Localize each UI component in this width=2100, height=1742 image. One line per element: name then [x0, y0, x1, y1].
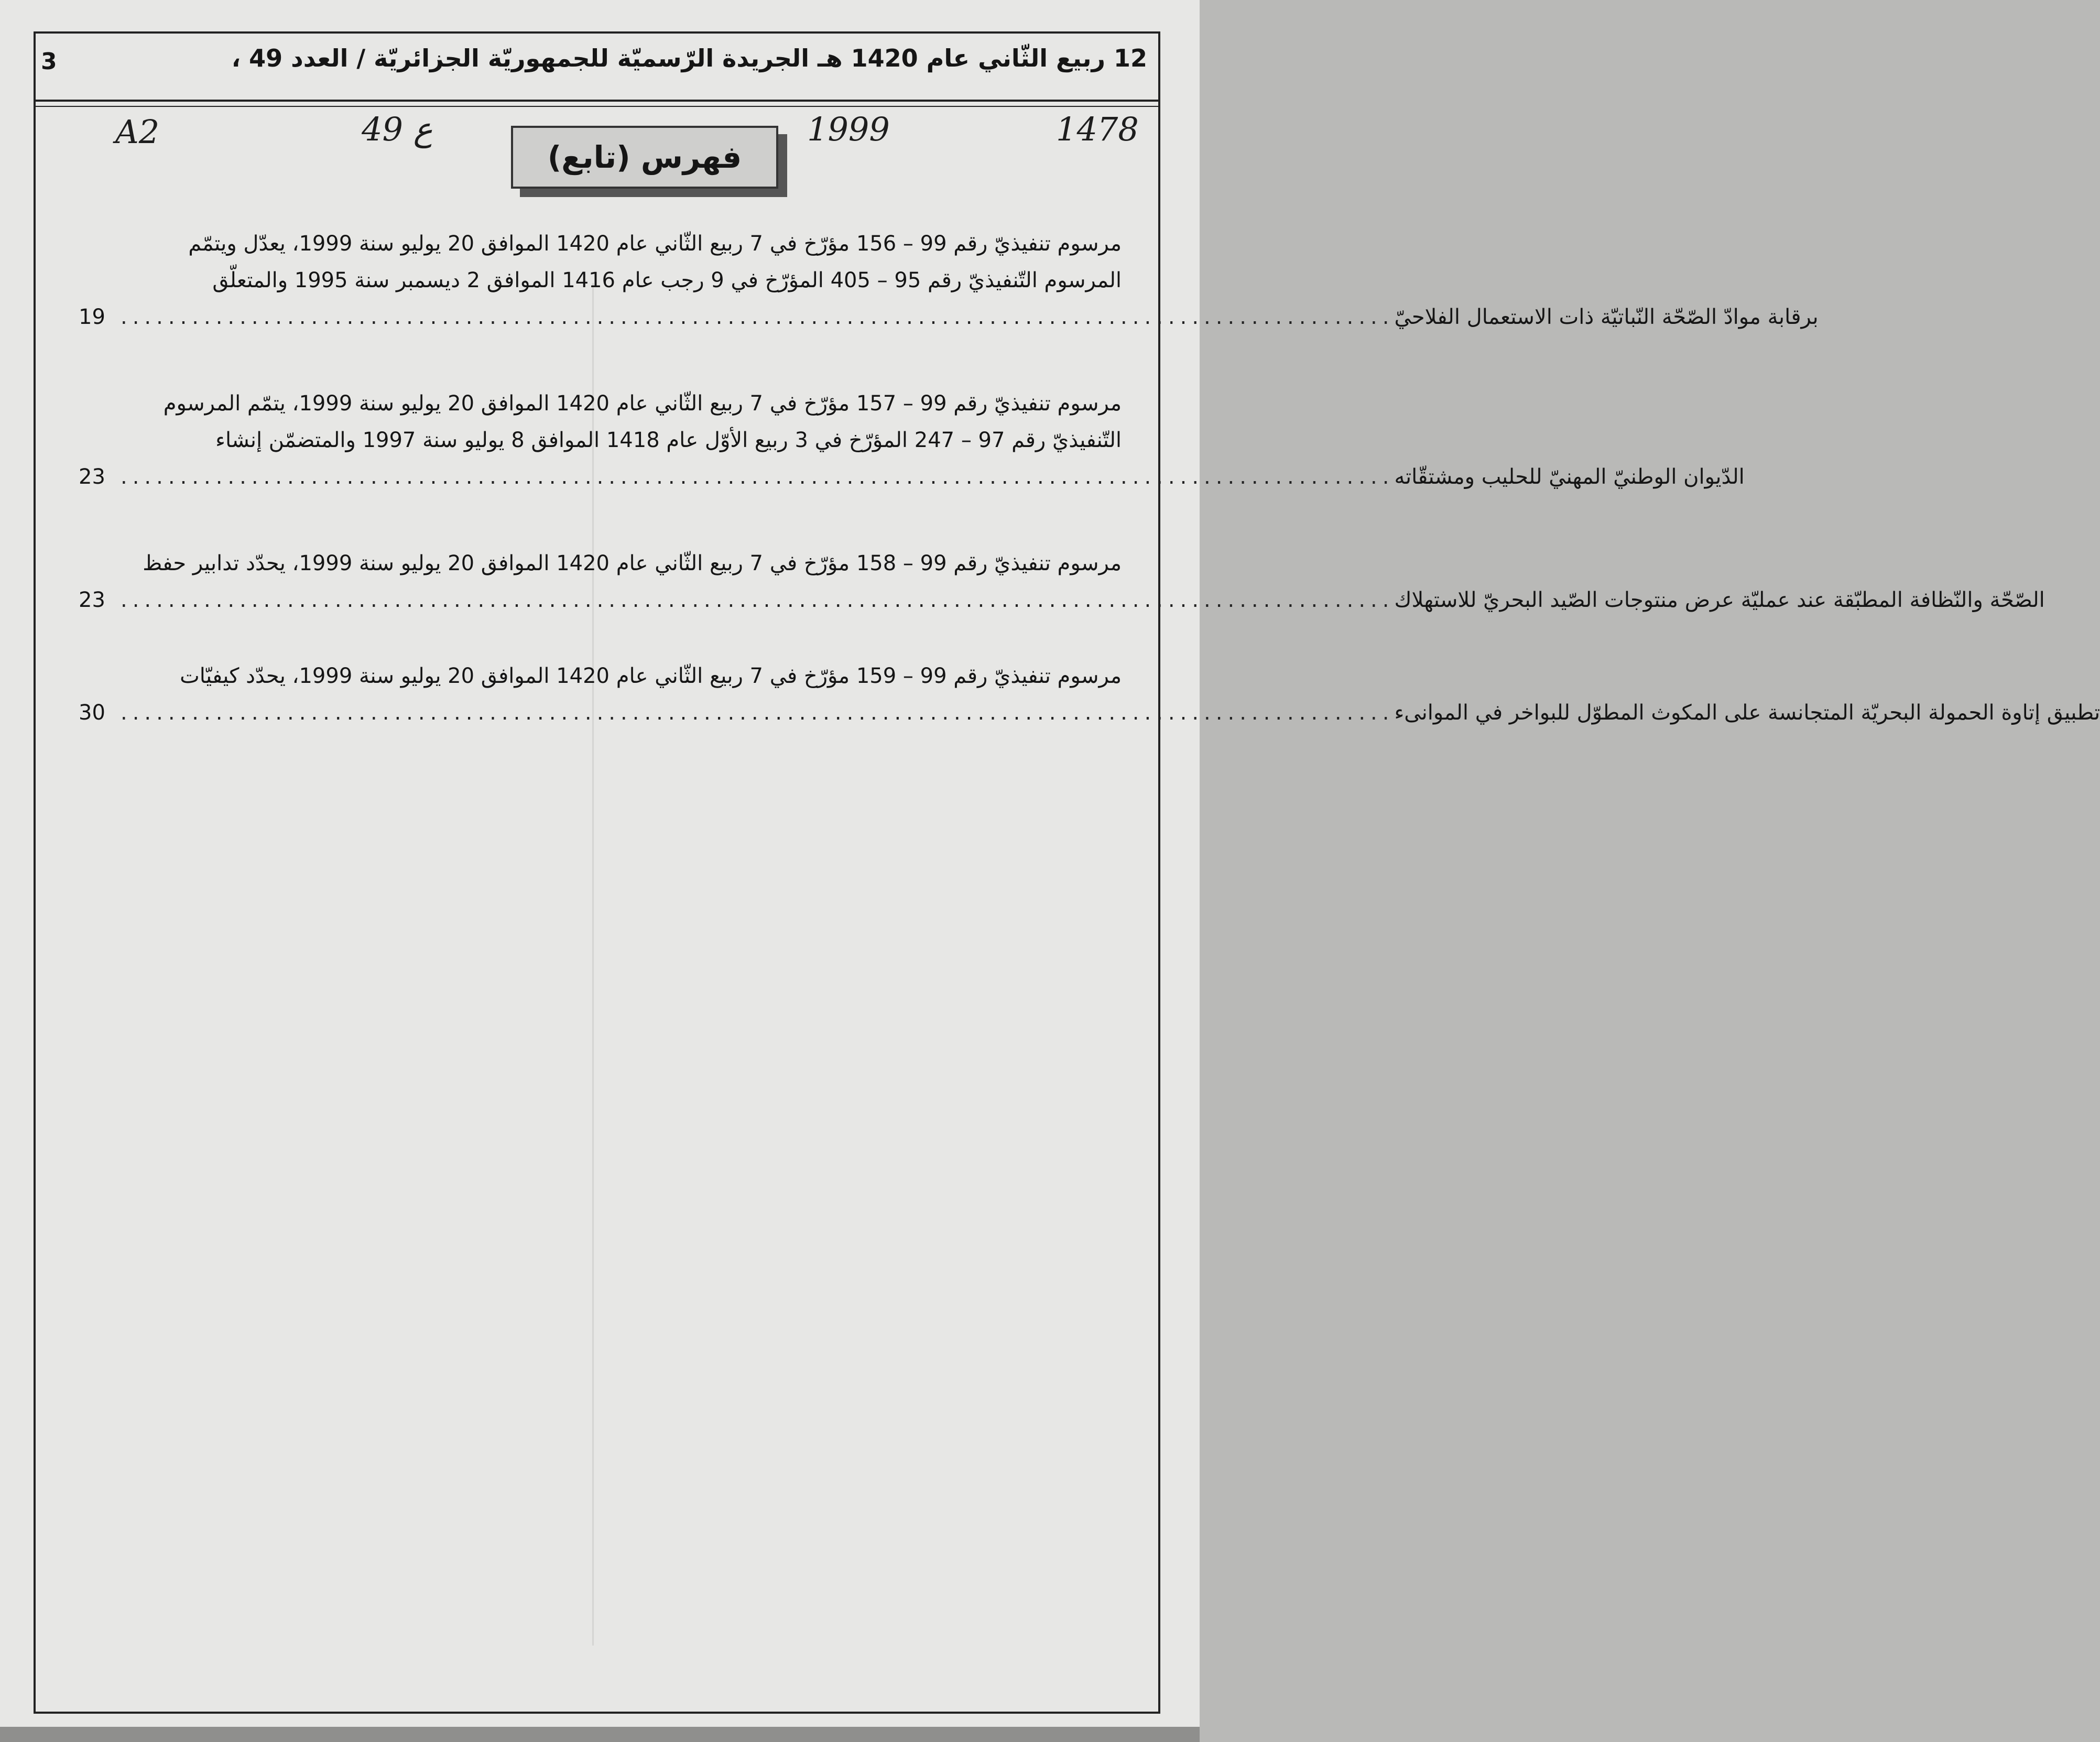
entry-line: تطبيق إتاوة الحمولة البحريّة المتجانسة على المكوث المطوّل للبواخر في الموانىء: [1394, 701, 2100, 725]
entry-last-line: [79, 582, 2045, 618]
entry-last-line: [79, 459, 1745, 495]
entry-line: التّنفيذيّ رقم 97 – 247 المؤرّخ في 3 ربيع الأوّل عام 1418 الموافق 8 يوليو سنة 1997 والمتضمّن إنشاء: [215, 428, 1122, 452]
entry-line: مرسوم تنفيذيّ رقم 99 – 157 مؤرّخ في 7 ربيع الثّاني عام 1420 الموافق 20 يوليو سنة 1999، يتمّم المرسوم: [163, 391, 1122, 416]
entry-line: مرسوم تنفيذيّ رقم 99 – 156 مؤرّخ في 7 ربيع الثّاني عام 1420 الموافق 20 يوليو سنة 1999، يعدّل ويتمّم: [188, 232, 1122, 256]
index-entry: [79, 658, 2100, 731]
entry-page-number[interactable]: 19: [79, 305, 105, 329]
page-number: 3: [41, 48, 57, 75]
entry-page-number[interactable]: 30: [79, 701, 105, 725]
scan-bottom-edge: [0, 1727, 1200, 1742]
dot-leader: ...........................................................................................................: [121, 305, 1395, 329]
entry-last-line: [79, 299, 1819, 335]
entry-last-line: [79, 694, 2100, 731]
index-title-box: [511, 126, 778, 189]
entry-line: برقابة موادّ الصّحّة النّباتيّة ذات الاستعمال الفلاحيّ: [1394, 305, 1819, 329]
entry-line: مرسوم تنفيذيّ رقم 99 – 158 مؤرّخ في 7 ربيع الثّاني عام 1420 الموافق 20 يوليو سنة 1999، يحدّد تدابير حفظ: [143, 551, 1122, 575]
entry-line: مرسوم تنفيذيّ رقم 99 – 159 مؤرّخ في 7 ربيع الثّاني عام 1420 الموافق 20 يوليو سنة 1999، يحدّد كيفيّات: [180, 664, 1122, 688]
entry-line: الصّحّة والنّظافة المطبّقة عند عمليّة عرض منتوجات الصّيد البحريّ للاستهلاك: [1394, 588, 2045, 612]
dot-leader: ...........................................................................................................: [121, 701, 1395, 725]
entry-page-number[interactable]: 23: [79, 588, 105, 612]
index-entry: [79, 545, 2045, 618]
dot-leader: ...........................................................................................................: [121, 465, 1395, 489]
header-rule: [34, 100, 1160, 102]
header-rule-thin: [34, 106, 1160, 107]
entry-line: الدّيوان الوطنيّ المهنيّ للحليب ومشتقّاته: [1394, 465, 1745, 489]
handwritten-number-mark: 1478: [1056, 110, 1139, 148]
handwritten-issue-mark: ع 49: [362, 110, 433, 148]
entry-page-number[interactable]: 23: [79, 465, 105, 489]
handwritten-ref-code: A2: [115, 113, 160, 151]
index-entry: [79, 385, 1745, 495]
entry-line: المرسوم التّنفيذيّ رقم 95 – 405 المؤرّخ في 9 رجب عام 1416 الموافق 2 ديسمبر سنة 1995 والمتعلّق: [212, 268, 1122, 292]
dot-leader: ...........................................................................................................: [121, 588, 1395, 612]
handwritten-year-mark: 1999: [807, 110, 890, 148]
index-title: فهرس (تابع): [547, 139, 742, 175]
index-entry: [79, 225, 1819, 335]
running-head: 12 ربيع الثّاني عام 1420 هـ الجريدة الرّسميّة للجمهوريّة الجزائريّة / العدد 49 ،: [231, 44, 1147, 72]
